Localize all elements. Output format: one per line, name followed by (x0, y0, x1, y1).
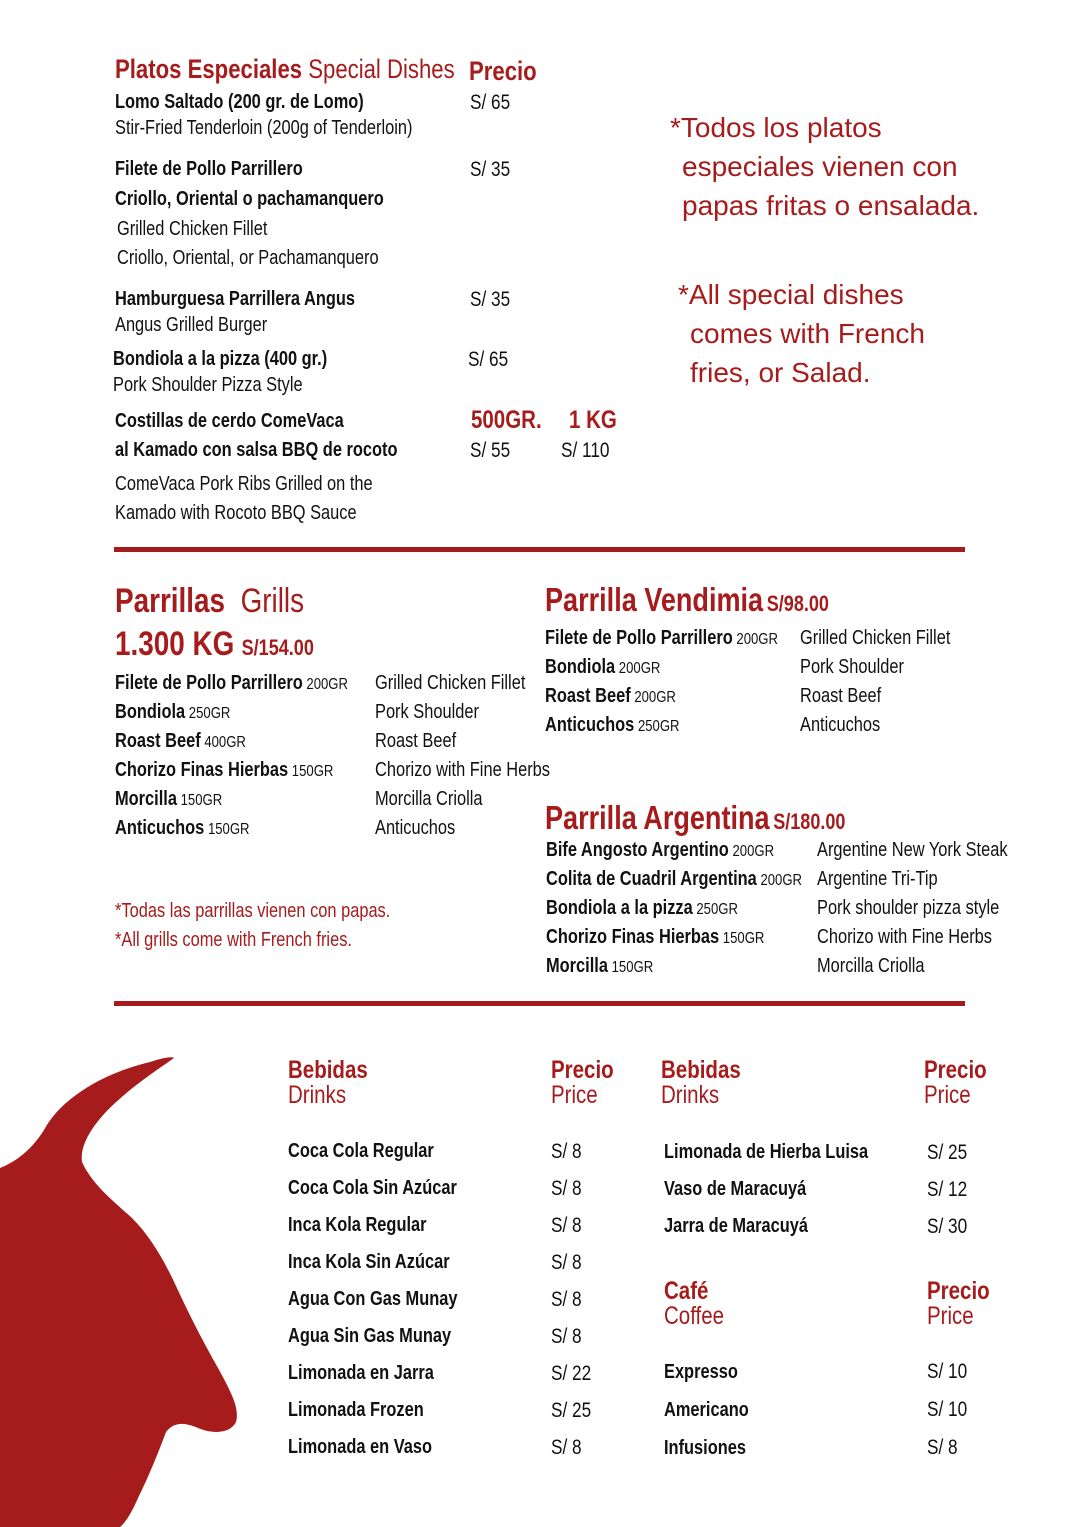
special-item-desc: Angus Grilled Burger (115, 314, 268, 336)
drink-name: Jarra de Maracuyá (664, 1215, 809, 1237)
vendimia-item: Roast Beef 200GR (545, 685, 676, 707)
argentina-item-en: Argentine New York Steak (817, 839, 1008, 861)
special-item-desc: ComeVaca Pork Ribs Grilled on the (115, 473, 373, 495)
drink-price: S/ 8 (551, 1325, 582, 1348)
drink-price: S/ 30 (927, 1215, 968, 1238)
vendimia-items-en (800, 624, 983, 740)
drink-name: Agua Sin Gas Munay (288, 1325, 452, 1347)
drinks2-names (664, 1134, 913, 1245)
special-item-name: Bondiola a la pizza (400 gr.) (113, 348, 328, 370)
grills-item: Bondiola 250GR (115, 701, 231, 723)
vendimia-title: Parrilla Vendimia S/98.00 (545, 581, 829, 618)
argentina-item-en: Pork shoulder pizza style (817, 897, 1000, 919)
drinks2-title: Bebidas Drinks (661, 1056, 741, 1109)
coffee-names (664, 1354, 767, 1468)
drink-name: Agua Con Gas Munay (288, 1288, 458, 1310)
special-item-desc: Grilled Chicken Fillet (117, 218, 268, 240)
section-divider (114, 547, 965, 552)
grills-item-en: Pork Shoulder (375, 701, 479, 723)
argentina-item-en: Argentine Tri-Tip (817, 868, 938, 890)
drinks1-title: Bebidas Drinks (288, 1056, 368, 1109)
size-500gr-label: 500GR. (471, 406, 542, 434)
argentina-title: Parrilla Argentina S/180.00 (545, 799, 846, 836)
vendimia-item: Anticuchos 250GR (545, 714, 680, 736)
coffee-name: Americano (664, 1399, 749, 1421)
drink-price: S/ 8 (551, 1436, 582, 1459)
grills-items (115, 669, 399, 843)
vendimia-item: Filete de Pollo Parrillero 200GR (545, 627, 778, 649)
special-item-name: Lomo Saltado (200 gr. de Lomo) (115, 91, 364, 113)
vendimia-item-en: Roast Beef (800, 685, 882, 707)
argentina-item-en: Morcilla Criolla (817, 955, 925, 977)
vendimia-item: Bondiola 200GR (545, 656, 661, 678)
drink-name: Limonada Frozen (288, 1399, 424, 1421)
special-price-header: Precio (469, 56, 537, 86)
drink-name: Inca Kola Sin Azúcar (288, 1251, 450, 1273)
drink-price: S/ 22 (551, 1362, 592, 1385)
grills-item: Morcilla 150GR (115, 788, 223, 810)
drink-price: S/ 8 (551, 1288, 582, 1311)
special-item-price: S/ 35 (470, 288, 511, 311)
special-item-name-line2: Criollo, Oriental o pachamanquero (115, 188, 384, 210)
argentina-items (546, 836, 858, 981)
grills-item-en: Grilled Chicken Fillet (375, 672, 526, 694)
special-note-es: *Todos los platos especiales vienen con papas fritas o ensalada. (670, 112, 980, 221)
drink-name: Limonada en Vaso (288, 1436, 432, 1458)
special-item-name-line2: al Kamado con salsa BBQ de rocoto (115, 439, 398, 461)
drinks1-prices (551, 1133, 600, 1466)
argentina-item: Chorizo Finas Hierbas 150GR (546, 926, 765, 948)
coffee-price: S/ 8 (927, 1436, 958, 1459)
coffee-prices (927, 1354, 976, 1468)
special-item-desc: Pork Shoulder Pizza Style (113, 374, 303, 396)
special-item-price: S/ 55 (470, 439, 511, 462)
drink-name: Coca Cola Sin Azúcar (288, 1177, 457, 1199)
coffee-title: Café Coffee (664, 1277, 725, 1330)
special-item-name: Filete de Pollo Parrillero (115, 158, 303, 180)
drink-price: S/ 8 (551, 1251, 582, 1274)
grills-weight-price: 1.300 KG S/154.00 (115, 625, 314, 663)
coffee-price-header: Precio Price (927, 1277, 990, 1330)
grills-item: Roast Beef 400GR (115, 730, 246, 752)
drinks2-prices (927, 1134, 976, 1245)
section-divider (114, 1001, 965, 1006)
vendimia-item-en: Grilled Chicken Fillet (800, 627, 951, 649)
coffee-name: Expresso (664, 1361, 738, 1383)
special-item-price-2: S/ 110 (561, 439, 610, 462)
vendimia-items (545, 624, 829, 740)
drink-price: S/ 25 (551, 1399, 592, 1422)
drink-name: Limonada en Jarra (288, 1362, 434, 1384)
special-title (115, 54, 529, 85)
special-item-desc-line2: Criollo, Oriental, or Pachamanquero (117, 247, 379, 269)
special-note-en: *All special dishes comes with French fries, or Salad. (678, 279, 925, 388)
drink-price: S/ 25 (927, 1141, 968, 1164)
size-1kg-label: 1 KG (569, 406, 617, 434)
argentina-items-en (817, 836, 1049, 981)
special-item-name: Hamburguesa Parrillera Angus (115, 288, 356, 310)
special-item-price: S/ 35 (470, 158, 511, 181)
argentina-item: Morcilla 150GR (546, 955, 654, 977)
grills-item-en: Chorizo with Fine Herbs (375, 759, 551, 781)
special-item-name: Costillas de cerdo ComeVaca (115, 410, 344, 432)
grills-note-es: *Todas las parrillas vienen con papas. (115, 900, 391, 922)
drinks1-price-header: Precio Price (551, 1056, 614, 1109)
argentina-item-en: Chorizo with Fine Herbs (817, 926, 993, 948)
drink-price: S/ 8 (551, 1177, 582, 1200)
coffee-price: S/ 10 (927, 1398, 968, 1421)
special-title-es: Platos Especiales (115, 54, 303, 84)
special-title-en: Special Dishes (308, 54, 455, 84)
coffee-price: S/ 10 (927, 1360, 968, 1383)
special-item-price: S/ 65 (468, 348, 509, 371)
drinks2-price-header: Precio Price (924, 1056, 987, 1109)
drink-name: Inca Kola Regular (288, 1214, 427, 1236)
grills-item: Chorizo Finas Hierbas 150GR (115, 759, 334, 781)
grills-note-en: *All grills come with French fries. (115, 929, 352, 951)
argentina-item: Bife Angosto Argentino 200GR (546, 839, 775, 861)
special-item-price: S/ 65 (470, 91, 511, 114)
drink-price: S/ 12 (927, 1178, 968, 1201)
vendimia-item-en: Pork Shoulder (800, 656, 904, 678)
drink-name: Limonada de Hierba Luisa (664, 1141, 869, 1163)
drink-price: S/ 8 (551, 1140, 582, 1163)
bull-silhouette-icon (0, 1050, 245, 1527)
vendimia-item-en: Anticuchos (800, 714, 881, 736)
grills-item-en: Morcilla Criolla (375, 788, 483, 810)
special-item-desc-line2: Kamado with Rocoto BBQ Sauce (115, 502, 357, 524)
argentina-item: Colita de Cuadril Argentina 200GR (546, 868, 803, 890)
drink-name: Vaso de Maracuyá (664, 1178, 807, 1200)
argentina-item: Bondiola a la pizza 250GR (546, 897, 738, 919)
drink-price: S/ 8 (551, 1214, 582, 1237)
coffee-name: Infusiones (664, 1437, 747, 1459)
grills-item-en: Roast Beef (375, 730, 457, 752)
grills-item-en: Anticuchos (375, 817, 456, 839)
drink-name: Coca Cola Regular (288, 1140, 434, 1162)
drinks1-names (288, 1133, 495, 1466)
grills-title: Parrillas Grills (115, 582, 305, 620)
grills-item: Filete de Pollo Parrillero 200GR (115, 672, 348, 694)
grills-item: Anticuchos 150GR (115, 817, 250, 839)
special-item-desc: Stir-Fried Tenderloin (200g of Tenderloin) (115, 117, 413, 139)
